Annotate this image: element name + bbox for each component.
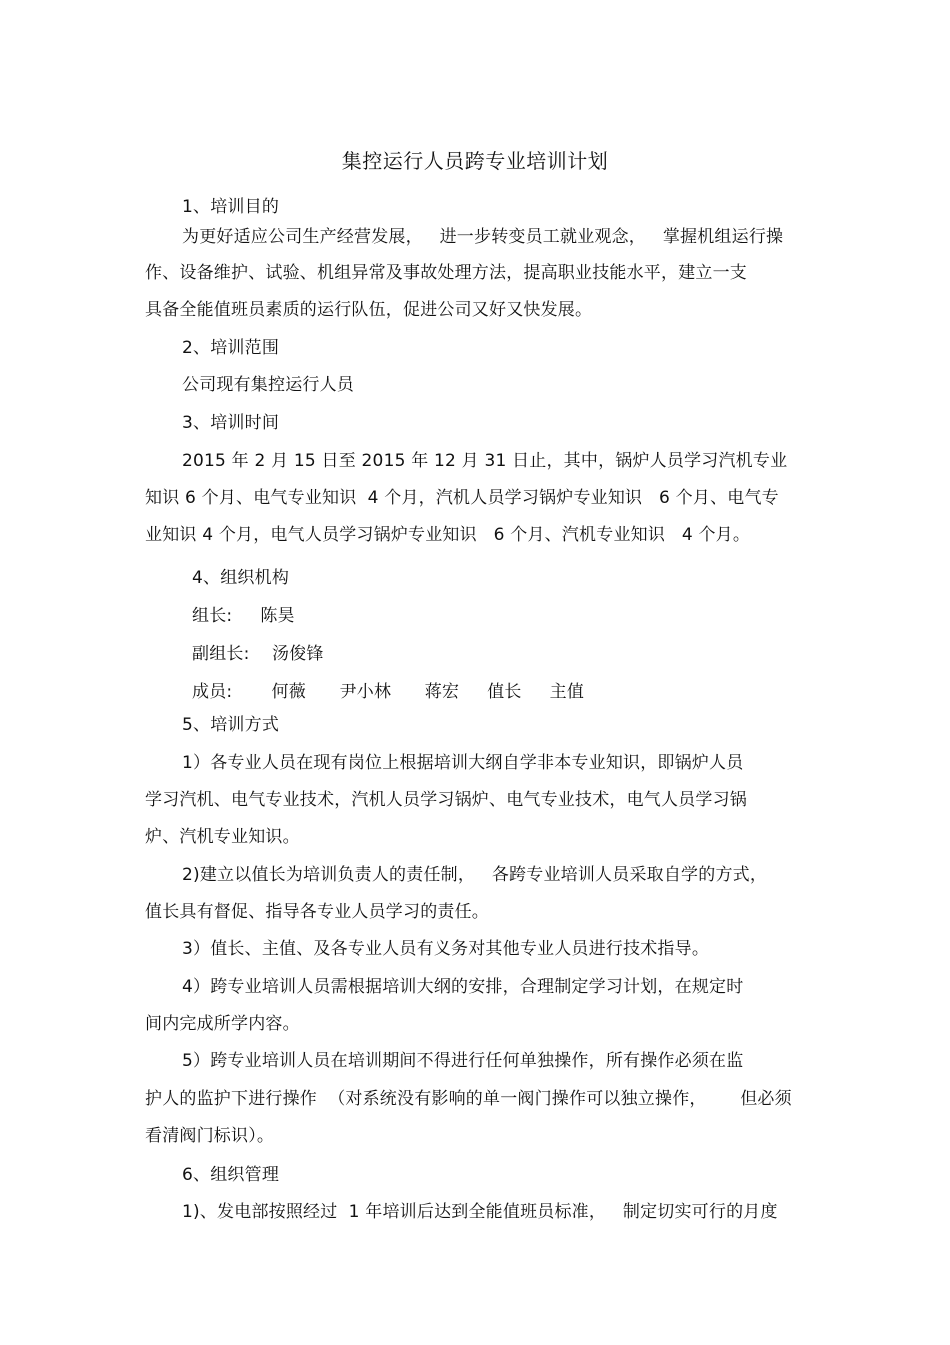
section-3-paragraph-line-1: 2015 年 2 月 15 日至 2015 年 12 月 31 日止，其中，锅炉人员学习汽机专业 [182, 451, 788, 471]
org-members: 成员: 何薇 尹小林 蒋宏 值长 主值 [192, 682, 585, 702]
section-3-paragraph-line-2: 知识 6 个月、电气专业知识 4 个月，汽机人员学习锅炉专业知识 6 个月、电气专 [145, 488, 779, 508]
section-1-heading: 1、培训目的 [182, 197, 280, 217]
method-5-line-2: 护人的监护下进行操作 （对系统没有影响的单一阀门操作可以独立操作， 但必须 [145, 1089, 792, 1109]
section-2-paragraph: 公司现有集控运行人员 [182, 375, 354, 395]
method-1-line-2: 学习汽机、电气专业技术，汽机人员学习锅炉、电气专业技术，电气人员学习锅 [145, 790, 747, 810]
method-2-line-2: 值长具有督促、指导各专业人员学习的责任。 [145, 902, 489, 922]
section-4-heading: 4、组织机构 [192, 568, 290, 588]
section-5-heading: 5、培训方式 [182, 715, 280, 735]
document-title: 集控运行人员跨专业培训计划 [341, 149, 609, 173]
section-6-heading: 6、组织管理 [182, 1165, 280, 1185]
section-3-heading: 3、培训时间 [182, 413, 280, 433]
method-1-line-1: 1）各专业人员在现有岗位上根据培训大纲自学非本专业知识，即锅炉人员 [182, 753, 744, 773]
section-3-paragraph-line-3: 业知识 4 个月，电气人员学习锅炉专业知识 6 个月、汽机专业知识 4 个月。 [145, 525, 751, 545]
section-2-heading: 2、培训范围 [182, 338, 280, 358]
method-2-line-1: 2)建立以值长为培训负责人的责任制， 各跨专业培训人员采取自学的方式， [182, 865, 768, 885]
section-1-paragraph-line-1: 为更好适应公司生产经营发展， 进一步转变员工就业观念， 掌握机组运行操 [182, 227, 784, 247]
org-deputy-leader: 副组长: 汤俊锋 [192, 644, 324, 664]
method-1-line-3: 炉、汽机专业知识。 [145, 827, 300, 847]
method-4-line-2: 间内完成所学内容。 [145, 1014, 300, 1034]
section-1-paragraph-line-3: 具备全能值班员素质的运行队伍，促进公司又好又快发展。 [145, 300, 593, 320]
method-5-line-3: 看清阀门标识）。 [145, 1126, 275, 1146]
method-4-line-1: 4）跨专业培训人员需根据培训大纲的安排，合理制定学习计划，在规定时 [182, 977, 744, 997]
org-leader: 组长: 陈昊 [192, 606, 295, 626]
method-3-line-1: 3）值长、主值、及各专业人员有义务对其他专业人员进行技术指导。 [182, 939, 710, 959]
management-1-line-1: 1)、发电部按照经过 1 年培训后达到全能值班员标准， 制定切实可行的月度 [182, 1202, 778, 1222]
section-1-paragraph-line-2: 作、设备维护、试验、机组异常及事故处理方法，提高职业技能水平，建立一支 [145, 263, 747, 283]
method-5-line-1: 5）跨专业培训人员在培训期间不得进行任何单独操作，所有操作必须在监 [182, 1051, 744, 1071]
